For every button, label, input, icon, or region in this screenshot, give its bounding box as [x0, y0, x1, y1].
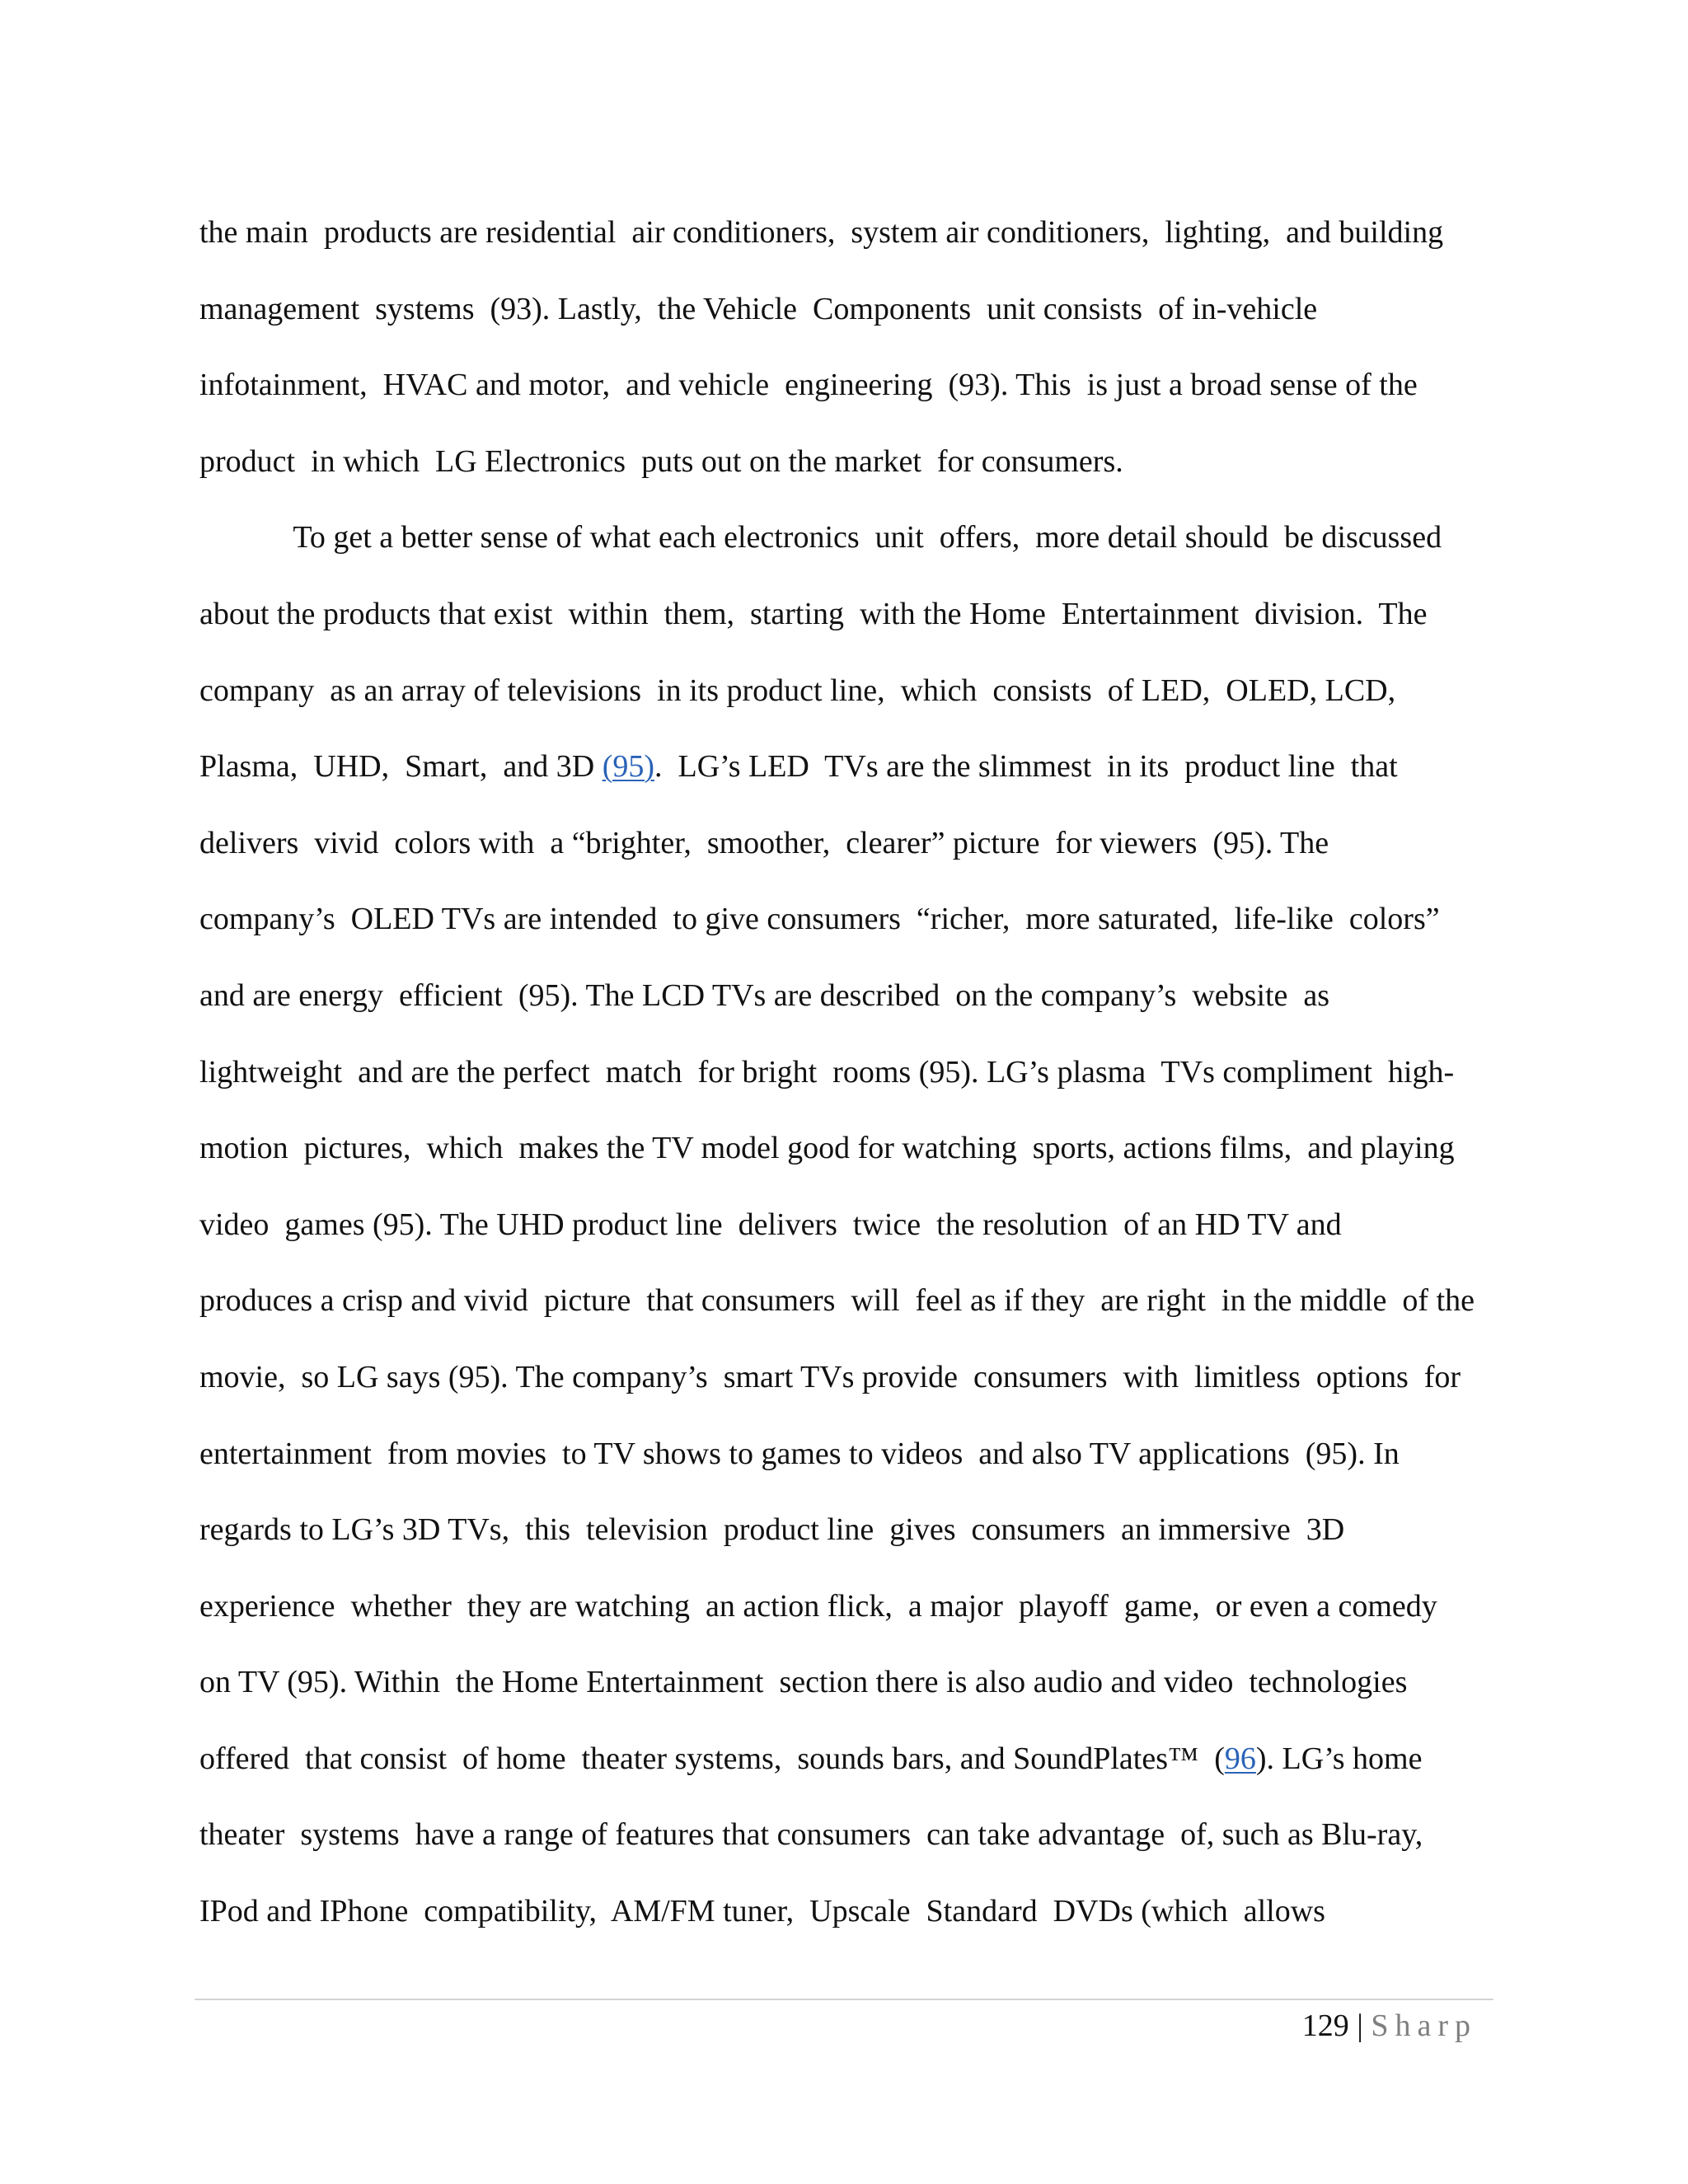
- text-segment: experience whether they are watching an action flick, a major playoff game, or even a comedy: [199, 1588, 1437, 1624]
- text-segment: produces a crisp and vivid picture that consumers will feel as if they are right in the middle of the: [199, 1283, 1475, 1319]
- text-segment: theater systems have a range of features that consumers can take advantage of, such as Blu-ray,: [199, 1817, 1423, 1853]
- footer-separator: |: [1357, 2008, 1363, 2043]
- text-line: [199, 1568, 1493, 1645]
- text-segment: and are energy efficient (95). The LCD TVs are described on the company’s website as: [199, 977, 1330, 1013]
- text-line: [199, 194, 1493, 271]
- text-segment: infotainment, HVAC and motor, and vehicle engineering (93). This is just a broad sense of the: [199, 368, 1418, 403]
- text-segment: . LG’s LED TVs are the slimmest in its product line that: [654, 749, 1398, 785]
- text-line: [199, 1873, 1493, 1950]
- citation-link[interactable]: (95): [602, 749, 654, 785]
- text-line: [199, 805, 1493, 882]
- text-line: [199, 958, 1493, 1034]
- text-segment: motion pictures, which makes the TV model good for watching sports, actions films, and playing: [199, 1131, 1455, 1166]
- text-segment: entertainment from movies to TV shows to games to videos and also TV applications (95). In: [199, 1436, 1400, 1471]
- text-line: [199, 1492, 1493, 1568]
- text-line: [199, 1797, 1493, 1873]
- text-line: [199, 729, 1493, 805]
- text-segment: company’s OLED TVs are intended to give consumers “richer, more saturated, life-like colors”: [199, 902, 1440, 937]
- text-segment: To get a better sense of what each electronics unit offers, more detail should be discussed: [199, 520, 1442, 555]
- body-text: [199, 194, 1493, 1950]
- text-segment: about the products that exist within them, starting with the Home Entertainment division. The: [199, 596, 1428, 631]
- text-line: [199, 1339, 1493, 1416]
- text-segment: on TV (95). Within the Home Entertainment section there is also audio and video technologies: [199, 1665, 1408, 1700]
- text-segment: regards to LG’s 3D TVs, this television product line gives consumers an immersive 3D: [199, 1512, 1345, 1548]
- footer-author: Sharp: [1371, 2008, 1477, 2043]
- text-segment: delivers vivid colors with a “brighter, smoother, clearer” picture for viewers (95). The: [199, 825, 1329, 860]
- text-line: [199, 653, 1493, 729]
- text-line: [199, 424, 1493, 500]
- text-line: [199, 1644, 1493, 1721]
- page-number: 129: [1301, 2008, 1349, 2043]
- text-line: [199, 347, 1493, 424]
- text-line: [199, 499, 1493, 576]
- text-segment: movie, so LG says (95). The company’s smart TVs provide consumers with limitless options for: [199, 1359, 1461, 1394]
- text-segment: product in which LG Electronics puts out on the market for consumers.: [199, 443, 1123, 479]
- footer-divider: [195, 1999, 1493, 2000]
- page-footer: [1302, 2001, 1477, 2050]
- text-line: [199, 1110, 1493, 1187]
- text-line: [199, 271, 1493, 348]
- text-segment: offered that consist of home theater systems, sounds bars, and SoundPlates™ (: [199, 1741, 1225, 1776]
- text-segment: ). LG’s home: [1255, 1741, 1423, 1776]
- text-segment: the main products are residential air conditioners, system air conditioners, lighting, and building: [199, 215, 1444, 250]
- text-segment: lightweight and are the perfect match for bright rooms (95). LG’s plasma TVs compliment high-: [199, 1054, 1455, 1090]
- text-segment: company as an array of televisions in its product line, which consists of LED, OLED, LCD,: [199, 673, 1396, 708]
- text-line: [199, 881, 1493, 958]
- text-line: [199, 576, 1493, 653]
- text-line: [199, 1721, 1493, 1797]
- citation-link[interactable]: 96: [1224, 1741, 1256, 1776]
- text-line: [199, 1187, 1493, 1263]
- text-segment: IPod and IPhone compatibility, AM/FM tuner, Upscale Standard DVDs (which allows: [199, 1894, 1325, 1929]
- text-segment: management systems (93). Lastly, the Vehicle Components unit consists of in-vehicle: [199, 291, 1318, 326]
- text-segment: video games (95). The UHD product line delivers twice the resolution of an HD TV and: [199, 1207, 1342, 1242]
- text-line: [199, 1263, 1493, 1339]
- text-line: [199, 1416, 1493, 1493]
- text-line: [199, 1034, 1493, 1111]
- text-segment: Plasma, UHD, Smart, and 3D: [199, 749, 603, 785]
